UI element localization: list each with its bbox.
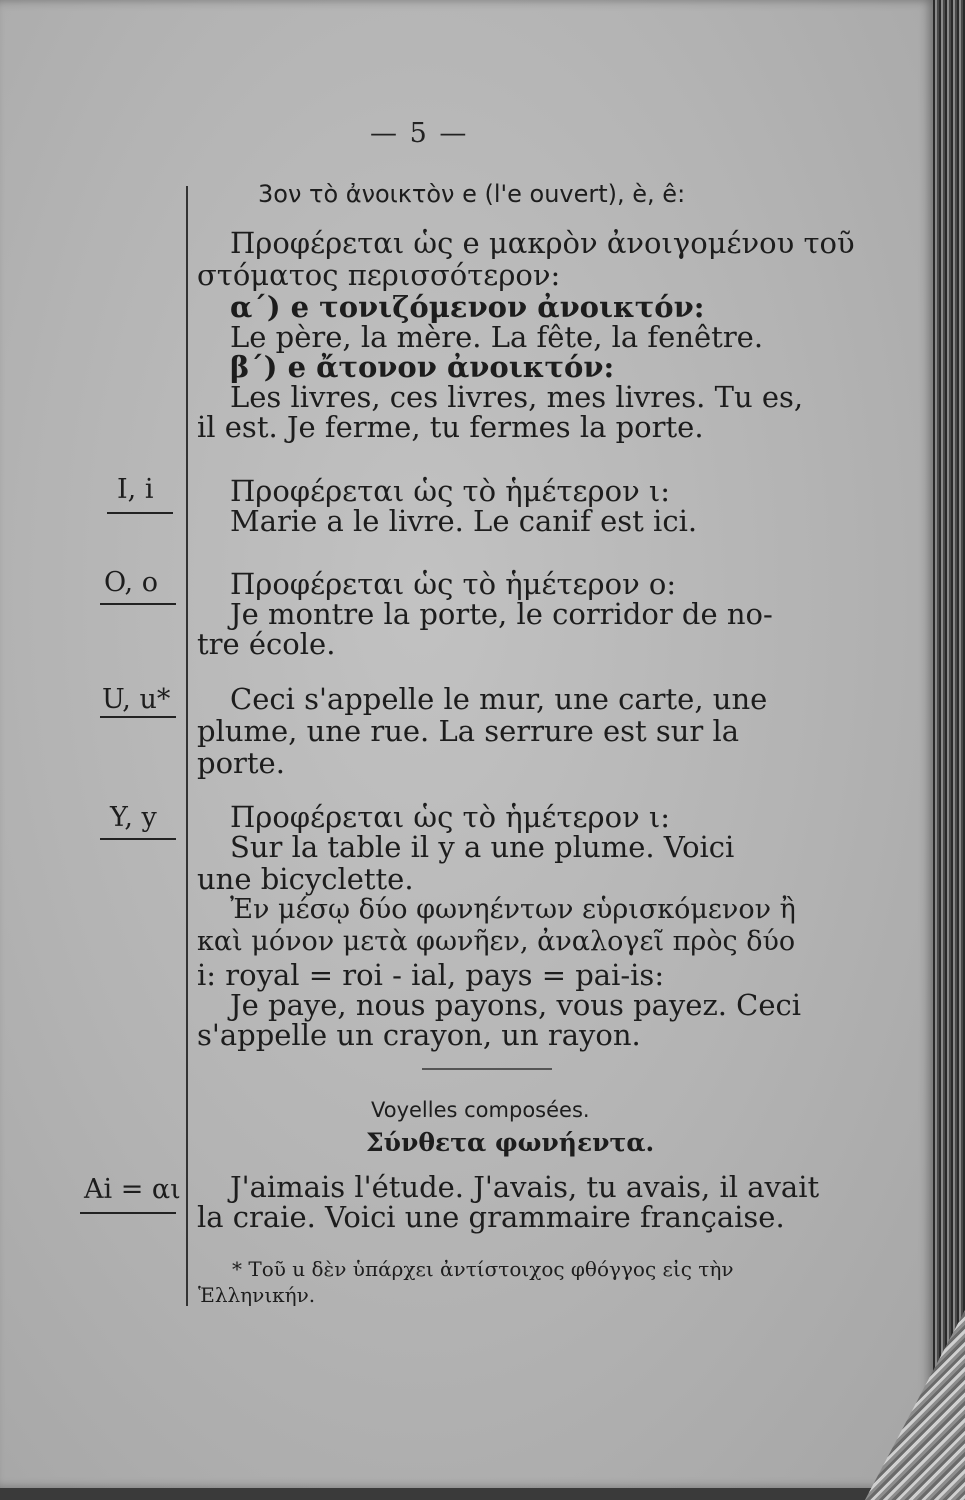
page-edge-shadow — [933, 0, 965, 1500]
vowel-label-underline — [100, 716, 176, 718]
vowel-i-line: Προφέρεται ὡς τὸ ἡμέτερον ι: — [230, 474, 671, 508]
composed-heading-gr: Σύνθετα φωνήεντα. — [366, 1128, 655, 1157]
vowel-y-line: καὶ μόνον μετὰ φωνῆεν, ἀναλογεῖ πρὸς δύο — [197, 926, 796, 957]
vowel-o-line: Προφέρεται ὡς τὸ ἡμέτερον ο: — [230, 567, 677, 601]
vowel-y-line: s'appelle un crayon, un rayon. — [197, 1018, 641, 1052]
composed-line: la craie. Voici une grammaire française. — [197, 1200, 785, 1234]
vowel-u-line: porte. — [197, 746, 285, 780]
section-heading: 3ον τὸ ἀνοικτὸν e (l'e ouvert), è, ê: — [258, 180, 686, 208]
open-e-intro-1: Προφέρεται ὡς e μακρὸν ἀνοιγομένου τοῦ — [230, 226, 855, 260]
vowel-label-underline — [107, 512, 173, 514]
vowel-y-line: Ἐν μέσῳ δύο φωνηέντων εὑρισκόμενον ἢ — [230, 894, 796, 925]
open-e-a-example: Le père, la mère. La fête, la fenêtre. — [230, 320, 764, 354]
vowel-label-underline — [100, 603, 176, 605]
section-separator — [422, 1068, 552, 1070]
vowel-u-line: Ceci s'appelle le mur, une carte, une — [230, 682, 768, 716]
vowel-i-line: Marie a le livre. Le canif est ici. — [230, 504, 698, 538]
vowel-u-line: plume, une rue. La serrure est sur la — [197, 714, 740, 748]
footnote-line-2: Ἑλληνικήν. — [198, 1283, 316, 1307]
vowel-y-line: Sur la table il y a une plume. Voici — [230, 830, 735, 864]
vowel-label-o: O, o — [104, 567, 158, 598]
open-e-b-label: β΄) e ἄτονον ἀνοικτόν: — [230, 350, 615, 384]
vowel-label-u: U, u* — [102, 684, 171, 715]
composed-line: J'aimais l'étude. J'avais, tu avais, il avait — [230, 1170, 820, 1204]
vowel-y-line: Προφέρεται ὡς τὸ ἡμέτερον ι: — [230, 800, 671, 834]
footnote-line-1: * Τοῦ u δὲν ὑπάρχει ἀντίστοιχος φθόγγος εἰς τὴν — [232, 1257, 734, 1281]
composed-heading-fr: Voyelles composées. — [371, 1098, 590, 1122]
vowel-label-i: I, i — [117, 474, 154, 505]
vowel-y-line: une bicyclette. — [197, 862, 414, 896]
open-e-b-example-1: Les livres, ces livres, mes livres. Tu es, — [230, 380, 804, 414]
vowel-o-line: Je montre la porte, le corridor de no- — [230, 597, 773, 631]
composed-label-underline — [80, 1212, 176, 1214]
vowel-o-line: tre école. — [197, 627, 336, 661]
page-number: — 5 — — [370, 118, 469, 149]
open-e-intro-2: στόματος περισσότερον: — [197, 258, 561, 292]
composed-label-ai: Ai = αι — [84, 1174, 181, 1205]
open-e-a-label: α΄) e τονιζόμενον ἀνοικτόν: — [230, 290, 705, 324]
vowel-label-y: Y, y — [110, 802, 157, 833]
vowel-label-underline — [100, 838, 176, 840]
margin-rule — [186, 186, 188, 1306]
vowel-y-line: Je paye, nous payons, vous payez. Ceci — [230, 988, 802, 1022]
vowel-y-line: i: royal = roi - ial, pays = pai-is: — [197, 958, 665, 992]
open-e-b-example-2: il est. Je ferme, tu fermes la porte. — [197, 410, 704, 444]
